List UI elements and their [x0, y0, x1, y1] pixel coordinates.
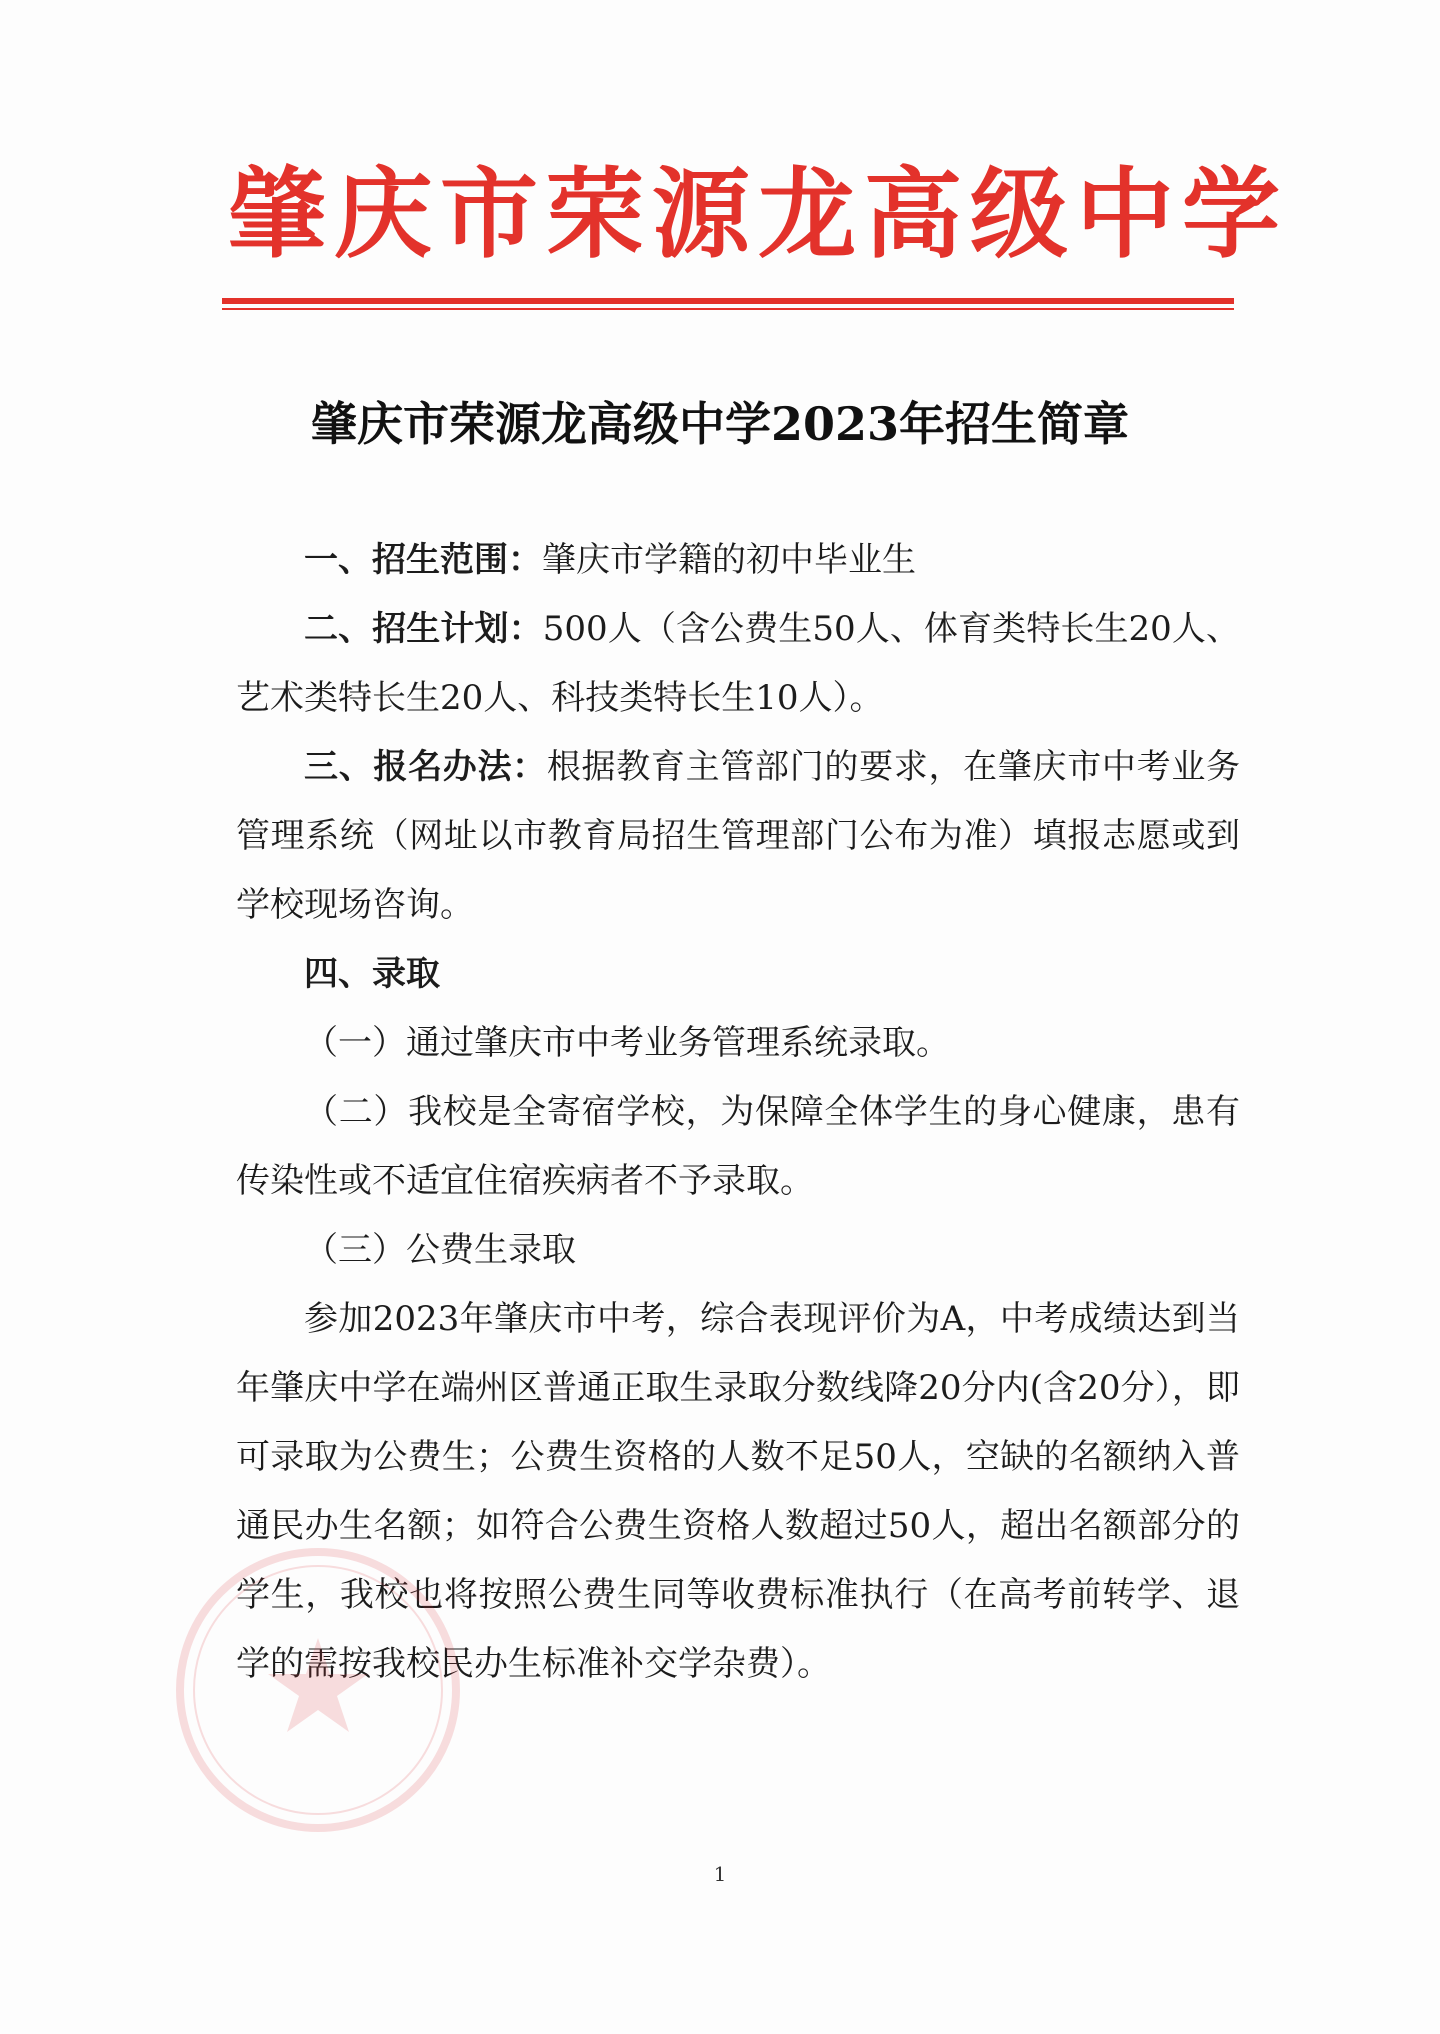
section-plan-heading: 二、招生计划：: [304, 609, 543, 649]
section-scope: [236, 526, 1240, 595]
section-scope-heading: 一、招生范围：: [304, 540, 542, 580]
section-admission-heading: 四、录取: [304, 954, 440, 994]
section-plan-text: 500人（含公费生50人、体育类特长生20人、艺术类特长生20人、科技类特长生10人）。: [236, 609, 1241, 718]
section-scope-text: 肇庆市学籍的初中毕业生: [542, 540, 916, 580]
admission-item-2: （二）我校是全寄宿学校，为保障全体学生的身心健康，患有传染性或不适宜住宿疾病者不予录取。: [236, 1092, 1240, 1201]
section-registration-heading: 三、报名办法：: [304, 747, 547, 787]
section-admission: [236, 940, 1240, 1009]
section-plan: [236, 595, 1240, 733]
letterhead-school-name: 肇庆市荣源龙高级中学: [228, 158, 1289, 272]
document-title: 肇庆市荣源龙高级中学2023年招生简章: [310, 397, 1130, 451]
letterhead-divider-thin: [222, 308, 1234, 310]
document-body: [236, 526, 1240, 1699]
official-seal-icon: [168, 1540, 468, 1840]
admission-item-1: （一）通过肇庆市中考业务管理系统录取。: [304, 1023, 950, 1063]
page-number: 1: [713, 1862, 727, 1886]
section-registration-text: 根据教育主管部门的要求，在肇庆市中考业务管理系统（网址以市教育局招生管理部门公布为准）填报志愿或到学校现场咨询。: [236, 747, 1241, 925]
admission-item-3: （三）公费生录取: [304, 1230, 576, 1270]
admission-item-3-text: 参加2023年肇庆市中考，综合表现评价为A，中考成绩达到当年肇庆中学在端州区普通正取生录取分数线降20分内(含20分），即可录取为公费生；公费生资格的人数不足50人，空缺的名额纳入普通民办生名额；如符合公费生资格人数超过50人，超出名额部分的学生，我校也将按照公费生同等收费标准执行（在高考前转学、退学的需按我校民办生标准补交学杂费）。: [236, 1299, 1240, 1684]
letterhead-divider-thick: [222, 298, 1234, 304]
section-registration: [236, 733, 1240, 940]
